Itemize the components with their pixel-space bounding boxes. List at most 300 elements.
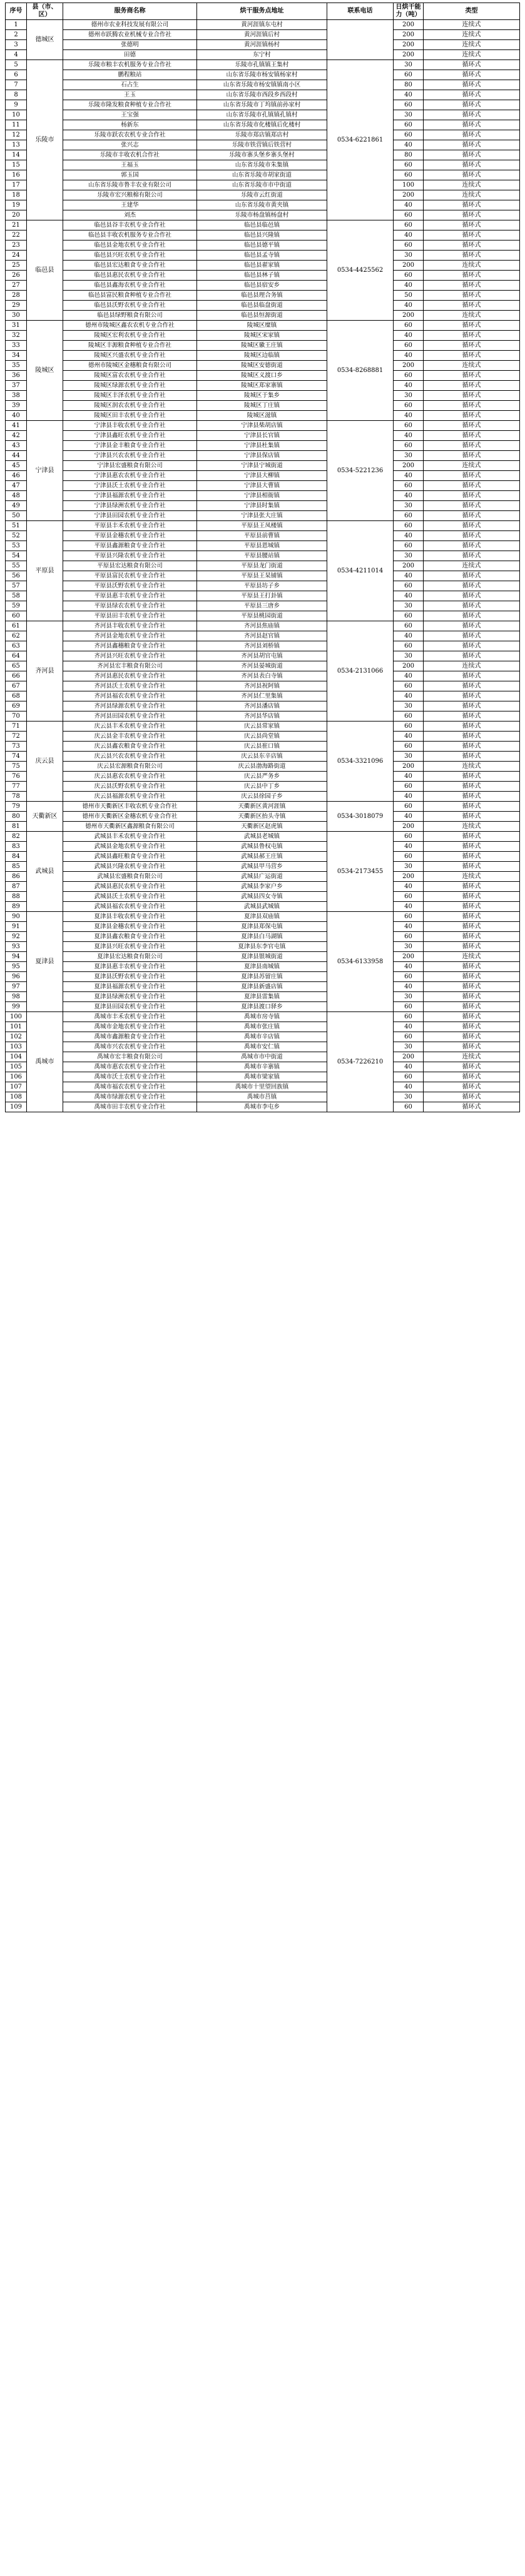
service-address: 齐河县华店镇: [197, 711, 327, 722]
table-row: [6, 341, 520, 351]
type-cell: 连续式: [424, 311, 520, 321]
row-no: 65: [6, 661, 27, 671]
service-address: 平原县王打卦镇: [197, 591, 327, 601]
table-row: [6, 1072, 520, 1082]
service-address: 宁津县保店镇: [197, 451, 327, 461]
capacity-cell: 60: [394, 341, 424, 351]
provider-name: 禹城市绿源农机专业合作社: [63, 1092, 197, 1102]
capacity-cell: 40: [394, 812, 424, 822]
provider-name: 武城县丰禾农机专业合作社: [63, 832, 197, 842]
capacity-cell: 200: [394, 311, 424, 321]
row-no: 36: [6, 371, 27, 381]
provider-name: 夏津县兴旺农机专业合作社: [63, 942, 197, 952]
capacity-cell: 40: [394, 381, 424, 391]
type-cell: 循环式: [424, 601, 520, 611]
header-capacity: 日烘干能力（吨）: [394, 3, 424, 20]
capacity-cell: 40: [394, 200, 424, 210]
provider-name: 齐河县田园农机专业合作社: [63, 711, 197, 722]
capacity-cell: 50: [394, 291, 424, 301]
service-address: 临邑县理合务镇: [197, 291, 327, 301]
row-no: 77: [6, 782, 27, 792]
service-address: 夏津县南城镇: [197, 962, 327, 972]
type-cell: 循环式: [424, 150, 520, 160]
service-address: 临邑县林子镇: [197, 271, 327, 281]
row-no: 101: [6, 1022, 27, 1032]
service-address: 宁津县时集镇: [197, 501, 327, 511]
table-row: [6, 832, 520, 842]
row-no: 14: [6, 150, 27, 160]
type-cell: 连续式: [424, 762, 520, 772]
provider-name: 禹城市金地农机专业合作社: [63, 1022, 197, 1032]
capacity-cell: 60: [394, 220, 424, 230]
service-address: 齐河县晏城街道: [197, 661, 327, 671]
header-name: 服务商名称: [63, 3, 197, 20]
service-address: 平原县恩城镇: [197, 541, 327, 551]
provider-name: 临邑县金地农机专业合作社: [63, 241, 197, 251]
provider-name: 临邑县绿野粮食有限公司: [63, 311, 197, 321]
row-no: 31: [6, 321, 27, 331]
type-cell: 循环式: [424, 241, 520, 251]
capacity-cell: 40: [394, 301, 424, 311]
type-cell: 循环式: [424, 1102, 520, 1112]
type-cell: 循环式: [424, 591, 520, 601]
table-row: [6, 1102, 520, 1112]
service-address: 黄河涯镇后村: [197, 30, 327, 40]
type-cell: 连续式: [424, 261, 520, 271]
provider-name: 山东省乐陵市鲁丰农业有限公司: [63, 180, 197, 190]
provider-name: 齐河县绿源农机专业合作社: [63, 701, 197, 711]
type-cell: 循环式: [424, 671, 520, 681]
type-cell: 循环式: [424, 1022, 520, 1032]
table-row: [6, 441, 520, 451]
service-address: 乐陵市孔镇镇王集村: [197, 60, 327, 70]
service-address: 黄河涯镇杨村: [197, 40, 327, 50]
service-address: 平原县桃园街道: [197, 611, 327, 621]
service-address: 平原县腰站镇: [197, 551, 327, 561]
service-address: 武城县鲁权屯镇: [197, 842, 327, 852]
capacity-cell: 40: [394, 732, 424, 742]
provider-name: 宁津县惠农农机专业合作社: [63, 471, 197, 481]
row-no: 35: [6, 361, 27, 371]
provider-name: 齐河县丰收农机专业合作社: [63, 621, 197, 631]
type-cell: 循环式: [424, 621, 520, 631]
table-row: [6, 1082, 520, 1092]
capacity-cell: 40: [394, 331, 424, 341]
table-row: [6, 271, 520, 281]
row-no: 26: [6, 271, 27, 281]
provider-name: 齐河县沃土农机专业合作社: [63, 681, 197, 691]
type-cell: 循环式: [424, 812, 520, 822]
row-no: 30: [6, 311, 27, 321]
type-cell: 连续式: [424, 40, 520, 50]
service-address: 陵城区义渡口乡: [197, 371, 327, 381]
table-row: [6, 872, 520, 882]
table-row: [6, 571, 520, 581]
type-cell: 循环式: [424, 701, 520, 711]
provider-name: 宁津县福源农机专业合作社: [63, 491, 197, 501]
provider-name: 王建华: [63, 200, 197, 210]
type-cell: 循环式: [424, 391, 520, 401]
service-address: 平原县坊子乡: [197, 581, 327, 591]
type-cell: 连续式: [424, 661, 520, 671]
capacity-cell: 30: [394, 1092, 424, 1102]
provider-name: 宁津县鑫旺农机专业合作社: [63, 431, 197, 441]
capacity-cell: 30: [394, 451, 424, 461]
phone-cell: 0534-2173455: [327, 832, 394, 912]
service-address: 临邑县兴隆镇: [197, 230, 327, 241]
capacity-cell: 200: [394, 361, 424, 371]
header-no: 序号: [6, 3, 27, 20]
capacity-cell: 40: [394, 230, 424, 241]
row-no: 37: [6, 381, 27, 391]
capacity-cell: 80: [394, 80, 424, 90]
row-no: 86: [6, 872, 27, 882]
row-no: 75: [6, 762, 27, 772]
row-no: 8: [6, 90, 27, 100]
row-no: 69: [6, 701, 27, 711]
header-type: 类型: [424, 3, 520, 20]
row-no: 7: [6, 80, 27, 90]
capacity-cell: 200: [394, 50, 424, 60]
capacity-cell: 60: [394, 912, 424, 922]
table-row: [6, 451, 520, 461]
provider-name: 禹城市丰禾农机专业合作社: [63, 1012, 197, 1022]
row-no: 17: [6, 180, 27, 190]
table-row: [6, 521, 520, 531]
row-no: 23: [6, 241, 27, 251]
service-address: 平原县三唐乡: [197, 601, 327, 611]
type-cell: 循环式: [424, 60, 520, 70]
service-address: 齐河县赵官镇: [197, 631, 327, 641]
row-no: 57: [6, 581, 27, 591]
capacity-cell: 60: [394, 401, 424, 411]
row-no: 2: [6, 30, 27, 40]
capacity-cell: 60: [394, 541, 424, 551]
row-no: 46: [6, 471, 27, 481]
district-cell: 齐河县: [27, 621, 63, 722]
type-cell: 循环式: [424, 902, 520, 912]
table-row: [6, 210, 520, 220]
capacity-cell: 40: [394, 531, 424, 541]
row-no: 19: [6, 200, 27, 210]
provider-name: 齐河县福农农机专业合作社: [63, 691, 197, 701]
table-row: [6, 220, 520, 230]
row-no: 78: [6, 792, 27, 802]
type-cell: 连续式: [424, 1052, 520, 1062]
service-address: 齐河县胡官屯镇: [197, 651, 327, 661]
type-cell: 循环式: [424, 732, 520, 742]
table-row: [6, 241, 520, 251]
table-body: [6, 20, 520, 1112]
table-row: [6, 1022, 520, 1032]
table-row: [6, 1002, 520, 1012]
capacity-cell: 40: [394, 1062, 424, 1072]
service-address: 山东省乐陵市胡家街道: [197, 170, 327, 180]
type-cell: 循环式: [424, 521, 520, 531]
phone-cell: 0534-6221861: [327, 60, 394, 220]
provider-name: 禹城市田丰农机专业合作社: [63, 1102, 197, 1112]
service-address: 山东省乐陵市市中街道: [197, 180, 327, 190]
row-no: 43: [6, 441, 27, 451]
capacity-cell: 30: [394, 752, 424, 762]
table-row: [6, 591, 520, 601]
table-row: [6, 1092, 520, 1102]
service-address: 夏津县白马湖镇: [197, 932, 327, 942]
type-cell: 连续式: [424, 180, 520, 190]
district-cell: 武城县: [27, 832, 63, 912]
capacity-cell: 200: [394, 40, 424, 50]
type-cell: 循环式: [424, 331, 520, 341]
table-row: [6, 371, 520, 381]
header-address: 烘干服务点地址: [197, 3, 327, 20]
phone-cell: 0534-4425562: [327, 220, 394, 321]
table-row: [6, 601, 520, 611]
provider-name: 庆云县沃野农机专业合作社: [63, 782, 197, 792]
phone-cell: 0534-3321096: [327, 722, 394, 802]
service-address: 禹城市市中街道: [197, 1052, 327, 1062]
table-row: [6, 90, 520, 100]
table-row: [6, 802, 520, 812]
type-cell: 循环式: [424, 491, 520, 501]
service-address: 齐河县潘店镇: [197, 701, 327, 711]
provider-name: 陵城区田丰农机专业合作社: [63, 411, 197, 421]
table-row: [6, 381, 520, 391]
provider-name: 王玉: [63, 90, 197, 100]
type-cell: 循环式: [424, 852, 520, 862]
row-no: 100: [6, 1012, 27, 1022]
provider-name: 武城县沃土农机专业合作社: [63, 892, 197, 902]
type-cell: 循环式: [424, 772, 520, 782]
service-address: 平原县王杲铺镇: [197, 571, 327, 581]
capacity-cell: 200: [394, 461, 424, 471]
capacity-cell: 60: [394, 621, 424, 631]
provider-name: 平原县宏达粮食有限公司: [63, 561, 197, 571]
provider-name: 鹏程粮站: [63, 70, 197, 80]
row-no: 63: [6, 641, 27, 651]
service-address: 庆云县东辛店镇: [197, 752, 327, 762]
type-cell: 循环式: [424, 431, 520, 441]
type-cell: 连续式: [424, 50, 520, 60]
provider-name: 平原县鑫源粮食专业合作社: [63, 541, 197, 551]
table-row: [6, 752, 520, 762]
service-address: 临邑县孟寺镇: [197, 251, 327, 261]
service-address: 武城县广运街道: [197, 872, 327, 882]
provider-name: 夏津县宏达粮食有限公司: [63, 952, 197, 962]
table-row: [6, 160, 520, 170]
service-address: 禹城市安仁镇: [197, 1042, 327, 1052]
provider-name: 乐陵市隆发粮食种植专业合作社: [63, 100, 197, 110]
capacity-cell: 60: [394, 371, 424, 381]
capacity-cell: 60: [394, 611, 424, 621]
capacity-cell: 40: [394, 882, 424, 892]
row-no: 58: [6, 591, 27, 601]
capacity-cell: 30: [394, 992, 424, 1002]
table-row: [6, 681, 520, 691]
district-cell: 德城区: [27, 20, 63, 60]
type-cell: 循环式: [424, 210, 520, 220]
service-address: 庆云县常家镇: [197, 722, 327, 732]
district-cell: 临邑县: [27, 220, 63, 321]
provider-name: 庆云县惠农农机专业合作社: [63, 772, 197, 782]
type-cell: 循环式: [424, 90, 520, 100]
table-row: [6, 1062, 520, 1072]
row-no: 98: [6, 992, 27, 1002]
provider-name: 乐陵市宏兴粮棉有限公司: [63, 190, 197, 200]
service-address: 临邑县翟家镇: [197, 261, 327, 271]
table-row: [6, 822, 520, 832]
capacity-cell: 60: [394, 130, 424, 140]
type-cell: 循环式: [424, 451, 520, 461]
type-cell: 循环式: [424, 441, 520, 451]
table-row: [6, 862, 520, 872]
row-no: 55: [6, 561, 27, 571]
service-address: 禹城市辛店镇: [197, 1032, 327, 1042]
row-no: 99: [6, 1002, 27, 1012]
capacity-cell: 200: [394, 261, 424, 271]
service-address: 宁津县长官镇: [197, 431, 327, 441]
row-no: 25: [6, 261, 27, 271]
capacity-cell: 60: [394, 100, 424, 110]
capacity-cell: 40: [394, 471, 424, 481]
provider-name: 临邑县惠民农机专业合作社: [63, 271, 197, 281]
type-cell: 连续式: [424, 30, 520, 40]
provider-name: 禹城市宏丰粮食有限公司: [63, 1052, 197, 1062]
table-row: [6, 892, 520, 902]
capacity-cell: 60: [394, 852, 424, 862]
provider-name: 武城县福农农机专业合作社: [63, 902, 197, 912]
capacity-cell: 30: [394, 601, 424, 611]
provider-name: 武城县金地农机专业合作社: [63, 842, 197, 852]
type-cell: 循环式: [424, 1062, 520, 1072]
capacity-cell: 60: [394, 511, 424, 521]
provider-name: 宁津县宏盛粮食有限公司: [63, 461, 197, 471]
table-row: [6, 942, 520, 952]
table-row: [6, 230, 520, 241]
service-address: 齐河县祝阿镇: [197, 681, 327, 691]
type-cell: 循环式: [424, 742, 520, 752]
table-row: [6, 20, 520, 30]
table-row: [6, 882, 520, 892]
service-address: 禹城市辛寨镇: [197, 1062, 327, 1072]
type-cell: 循环式: [424, 1092, 520, 1102]
type-cell: 循环式: [424, 301, 520, 311]
table-row: [6, 291, 520, 301]
type-cell: 循环式: [424, 842, 520, 852]
row-no: 49: [6, 501, 27, 511]
row-no: 15: [6, 160, 27, 170]
type-cell: 循环式: [424, 291, 520, 301]
type-cell: 循环式: [424, 381, 520, 391]
service-address: 陵城区滋镇: [197, 411, 327, 421]
row-no: 12: [6, 130, 27, 140]
capacity-cell: 60: [394, 711, 424, 722]
provider-name: 武城县惠民农机专业合作社: [63, 882, 197, 892]
table-row: [6, 732, 520, 742]
capacity-cell: 60: [394, 120, 424, 130]
row-no: 44: [6, 451, 27, 461]
provider-name: 平原县田丰农机专业合作社: [63, 611, 197, 621]
type-cell: 循环式: [424, 120, 520, 130]
capacity-cell: 30: [394, 60, 424, 70]
table-row: [6, 581, 520, 591]
provider-name: 平原县金穗农机专业合作社: [63, 531, 197, 541]
row-no: 9: [6, 100, 27, 110]
type-cell: 循环式: [424, 481, 520, 491]
provider-name: 陵城区润农农机专业合作社: [63, 401, 197, 411]
provider-name: 夏津县田园农机专业合作社: [63, 1002, 197, 1012]
provider-name: 德州市陵城区鑫农农机专业合作社: [63, 321, 197, 331]
capacity-cell: 40: [394, 591, 424, 601]
capacity-cell: 60: [394, 160, 424, 170]
row-no: 82: [6, 832, 27, 842]
type-cell: 循环式: [424, 511, 520, 521]
provider-name: 禹城市惠农农机专业合作社: [63, 1062, 197, 1072]
capacity-cell: 60: [394, 421, 424, 431]
capacity-cell: 60: [394, 972, 424, 982]
provider-name: 德州市陵城区金穗粮食有限公司: [63, 361, 197, 371]
capacity-cell: 60: [394, 170, 424, 180]
row-no: 47: [6, 481, 27, 491]
service-address: 齐河县刘桥镇: [197, 641, 327, 651]
table-row: [6, 651, 520, 661]
capacity-cell: 40: [394, 1022, 424, 1032]
type-cell: 循环式: [424, 611, 520, 621]
provider-name: 庆云县福源农机专业合作社: [63, 792, 197, 802]
table-row: [6, 150, 520, 160]
capacity-cell: 60: [394, 1032, 424, 1042]
table-row: [6, 912, 520, 922]
table-row: [6, 511, 520, 521]
row-no: 39: [6, 401, 27, 411]
capacity-cell: 60: [394, 481, 424, 491]
service-address: 庆云县中丁乡: [197, 782, 327, 792]
row-no: 3: [6, 40, 27, 50]
provider-name: 齐河县金地农机专业合作社: [63, 631, 197, 641]
provider-name: 平原县兴隆农机专业合作社: [63, 551, 197, 561]
capacity-cell: 30: [394, 251, 424, 261]
row-no: 90: [6, 912, 27, 922]
type-cell: 循环式: [424, 281, 520, 291]
type-cell: 循环式: [424, 411, 520, 421]
service-address: 宁津县柴胡店镇: [197, 421, 327, 431]
row-no: 53: [6, 541, 27, 551]
provider-name: 陵城区兴盛农机专业合作社: [63, 351, 197, 361]
table-row: [6, 50, 520, 60]
type-cell: 循环式: [424, 1042, 520, 1052]
service-address: 山东省乐陵市西段乡西段村: [197, 90, 327, 100]
row-no: 50: [6, 511, 27, 521]
capacity-cell: 40: [394, 431, 424, 441]
capacity-cell: 30: [394, 551, 424, 561]
row-no: 88: [6, 892, 27, 902]
type-cell: 循环式: [424, 752, 520, 762]
capacity-cell: 200: [394, 190, 424, 200]
table-row: [6, 431, 520, 441]
provider-name: 临邑县宏达粮食专业合作社: [63, 261, 197, 271]
table-row: [6, 351, 520, 361]
row-no: 41: [6, 421, 27, 431]
service-address: 宁津县杜集镇: [197, 441, 327, 451]
type-cell: 循环式: [424, 922, 520, 932]
provider-name: 陵城区宏利农机专业合作社: [63, 331, 197, 341]
service-address: 平原县王凤楼镇: [197, 521, 327, 531]
provider-name: 陵城区绿源农机专业合作社: [63, 381, 197, 391]
table-row: [6, 100, 520, 110]
row-no: 72: [6, 732, 27, 742]
capacity-cell: 40: [394, 1082, 424, 1092]
provider-name: 平原县富民农机专业合作社: [63, 571, 197, 581]
type-cell: 循环式: [424, 1072, 520, 1082]
